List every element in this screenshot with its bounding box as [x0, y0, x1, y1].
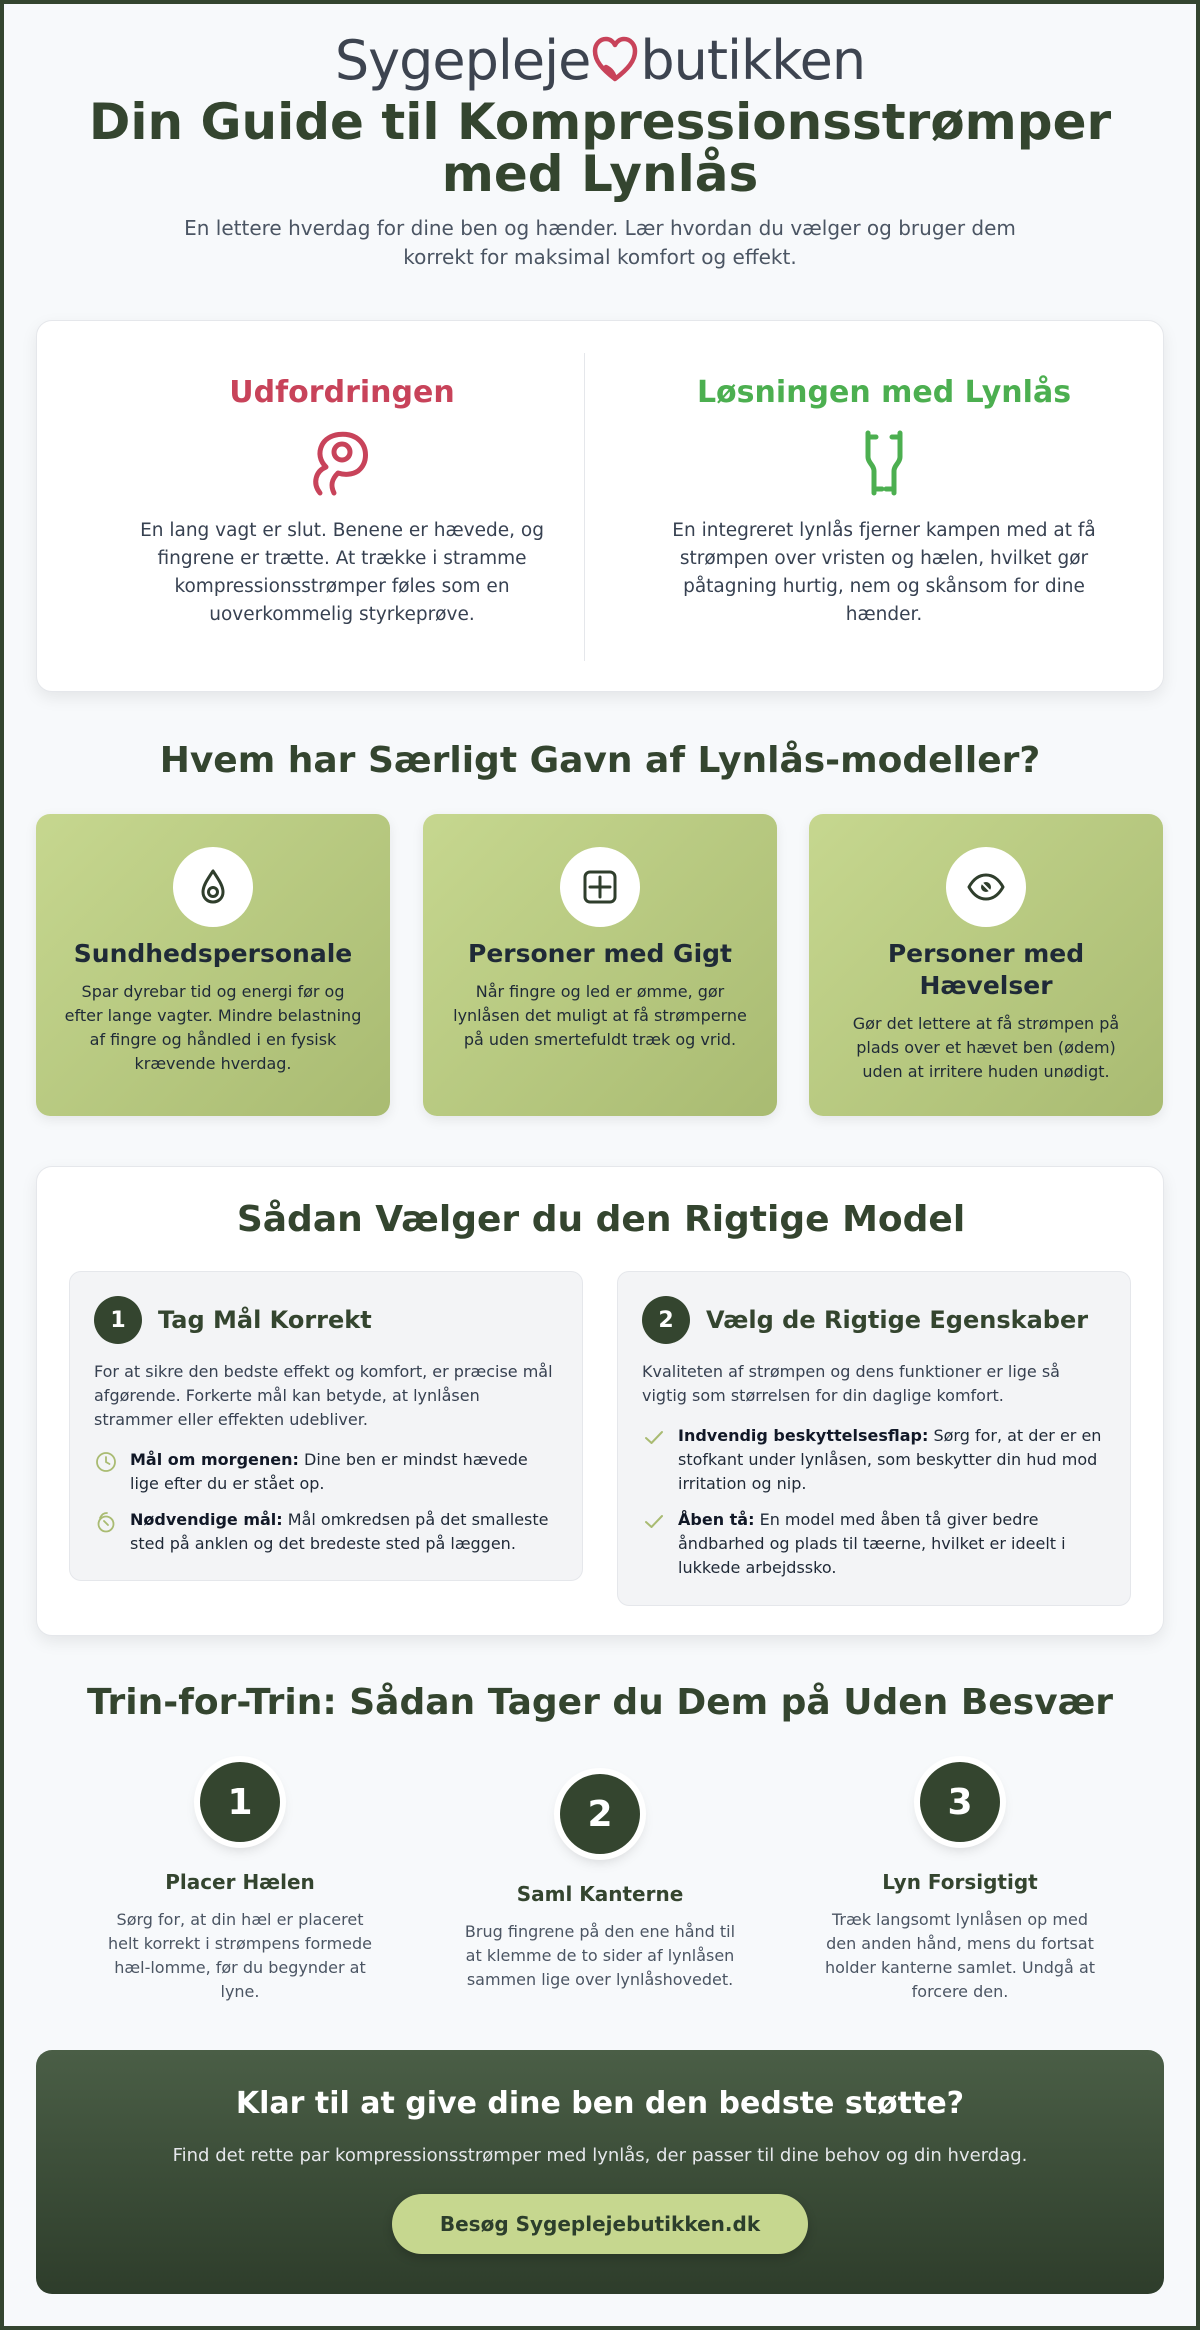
- step-title: Lyn Forsigtigt: [882, 1870, 1038, 1894]
- benefit-text: Gør det lettere at få strømpen på plads over et hævet ben (ødem) uden at irritere huden unødigt.: [852, 1014, 1120, 1081]
- step-title: Saml Kanterne: [516, 1882, 684, 1906]
- bullet-bold: Åben tå:: [678, 1510, 755, 1529]
- who-benefits-title: Hvem har Særligt Gavn af Lynlås-modeller?: [159, 740, 1041, 781]
- bullet-rest: En model med åben tå giver bedre åndbarhed og plads til tæerne, hvilket er ideelt i lukkede arbejdssko.: [678, 1510, 1066, 1577]
- step-title: Tag Mål Korrekt: [158, 1306, 372, 1334]
- step-by-step-title: Trin-for-Trin: Sådan Tager du Dem på Uden Besvær: [86, 1682, 1114, 1723]
- logo-text-left: Sygepleje: [334, 29, 591, 92]
- step-number-badge: 1: [94, 1296, 142, 1344]
- solution-title: Løsningen med Lynlås: [696, 375, 1072, 410]
- benefit-title: Sundhedspersonale: [73, 939, 353, 968]
- challenge-text: En lang vagt er slut. Benene er hævede, og fingrene er trætte. At trække i stramme kompressionsstrømper føles som en uoverkommelig styrkeprøve.: [140, 520, 544, 625]
- benefit-title: Personer med Gigt: [468, 939, 732, 968]
- step-title: Placer Hælen: [165, 1870, 315, 1894]
- step-text: Brug fingrene på den ene hånd til at klemme de to sider af lynlåsen sammen lige over lynlåshovedet.: [464, 1922, 736, 1989]
- step-number-circle: 3: [920, 1762, 1000, 1842]
- page-subtitle: En lettere hverdag for dine ben og hænder. Lær hvordan du vælger og bruger dem korrekt for maksimal komfort og effekt.: [184, 216, 1016, 269]
- benefit-text: Når fingre og led er ømme, gør lynlåsen det muligt at få strømperne på uden smertefuldt træk og vrid.: [453, 982, 747, 1049]
- step-number-badge: 2: [642, 1296, 690, 1344]
- choose-model-title: Sådan Vælger du den Rigtige Model: [236, 1199, 966, 1240]
- benefit-title: Personer med Hævelser: [887, 939, 1085, 1000]
- bullet-bold: Nødvendige mål:: [130, 1510, 283, 1529]
- step-title: Vælg de Rigtige Egenskaber: [706, 1306, 1089, 1334]
- cta-text: Find det rette par kompressionsstrømper med lynlås, der passer til dine behov og din hverdag.: [172, 2145, 1028, 2166]
- step-number-circle: 2: [560, 1774, 640, 1854]
- step-number-circle: 1: [200, 1762, 280, 1842]
- step-text: Sørg for, at din hæl er placeret helt korrekt i strømpens formede hæl-lomme, før du begynder at lyne.: [107, 1910, 373, 2001]
- step-intro: Kvaliteten af strømpen og dens funktioner er lige så vigtig som størrelsen for din daglige komfort.: [642, 1362, 1060, 1405]
- challenge-title: Udfordringen: [229, 375, 455, 410]
- cta-title: Klar til at give dine ben den bedste støtte?: [235, 2086, 965, 2121]
- step-text: Træk langsomt lynlåsen op med den anden hånd, mens du fortsat holder kanterne samlet. Undgå at forcere den.: [824, 1910, 1096, 2001]
- bullet-rest: Mål omkredsen på det smalleste sted på anklen og det bredeste sted på læggen.: [130, 1510, 549, 1553]
- bullet-rest: Sørg for, at der er en stofkant under lynlåsen, som beskytter din hud mod irritation og nip.: [678, 1426, 1102, 1493]
- benefit-text: Spar dyrebar tid og energi før og efter lange vagter. Mindre belastning af fingre og håndled i en fysisk krævende hverdag.: [64, 982, 362, 1073]
- logo-text-right: butikken: [640, 29, 866, 92]
- bullet-bold: Indvendig beskyttelsesflap:: [678, 1426, 929, 1445]
- visit-shop-button[interactable]: Besøg Sygeplejebutikken.dk: [392, 2194, 808, 2254]
- step-intro: For at sikre den bedste effekt og komfort, er præcise mål afgørende. Forkerte mål kan betyde, at lynlåsen strammer eller effekten udebliver.: [94, 1362, 553, 1429]
- solution-text: En integreret lynlås fjerner kampen med at få strømpen over vristen og hælen, hvilket gør påtagning hurtig, nem og skånsom for dine hænder.: [672, 520, 1096, 625]
- bullet-bold: Mål om morgenen:: [130, 1450, 299, 1469]
- bullet-rest: Dine ben er mindst hævede lige efter du er stået op.: [130, 1450, 528, 1493]
- page-title: Din Guide til Kompressionsstrømper med Lynlås: [88, 93, 1112, 203]
